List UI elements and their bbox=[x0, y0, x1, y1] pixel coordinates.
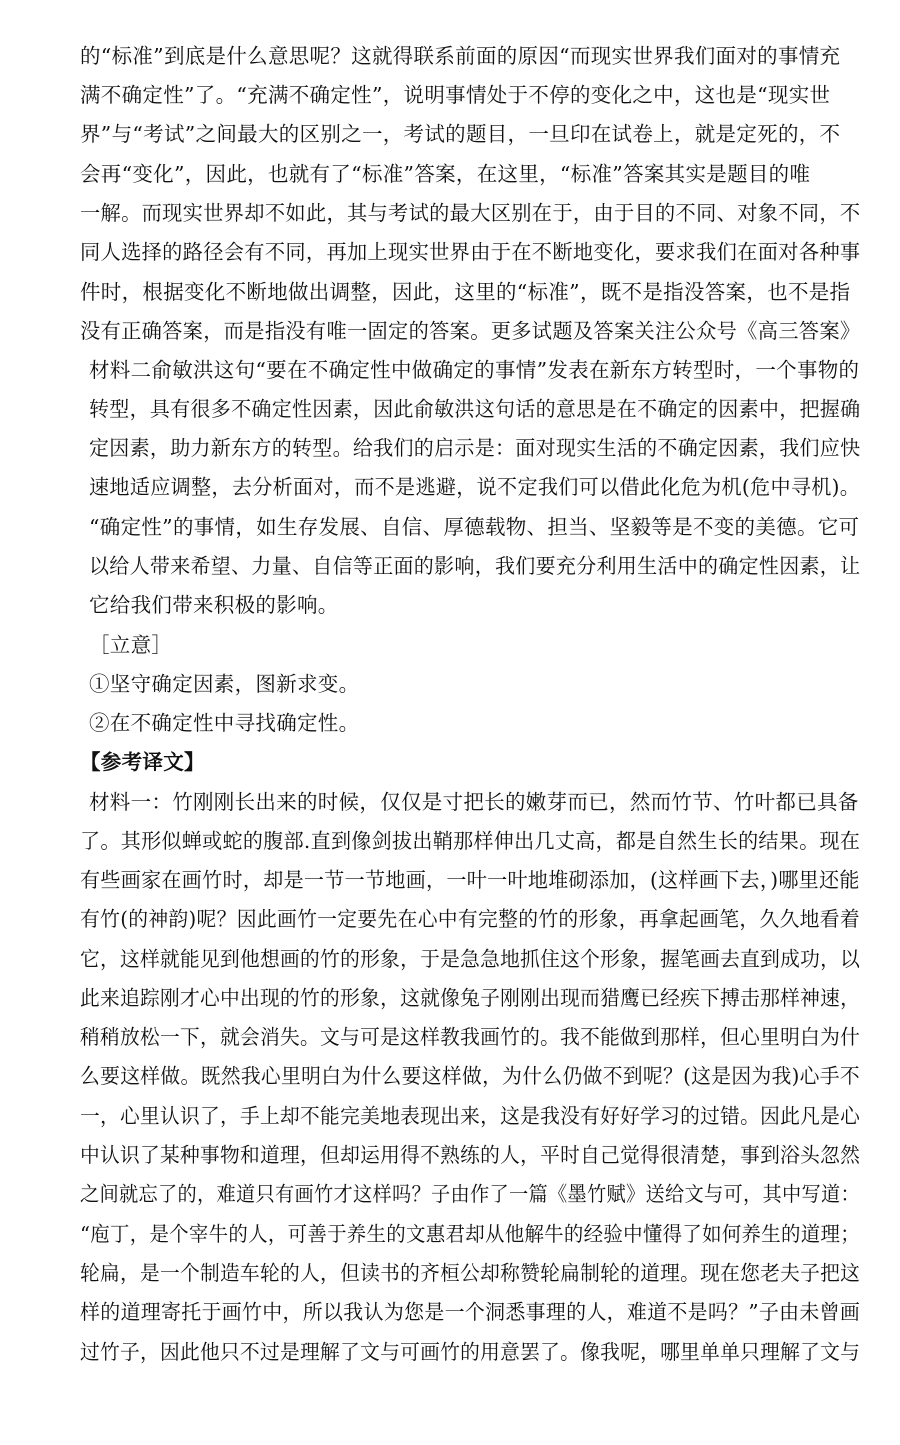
text-line: 中认识了某种事物和道理，但却运用得不熟练的人，平时自己觉得很清楚，事到浴头忽然 bbox=[80, 1143, 861, 1167]
text-line: 定因素，助力新东方的转型。给我们的启示是：面对现实生活的不确定因素，我们应快 bbox=[89, 436, 861, 460]
text-line: 会再“变化”，因此，也就有了“标准”答案，在这里，“标准”答案其实是题目的唯 bbox=[80, 162, 811, 186]
text-line: 它给我们带来积极的影响。 bbox=[89, 593, 339, 617]
list-item: ①坚守确定因素，图新求变。 bbox=[89, 672, 360, 696]
text-line: 轮扁，是一个制造车轮的人，但读书的齐桓公却称赞轮扁制轮的道理。现在您老夫子把这 bbox=[80, 1261, 861, 1285]
list-item: ②在不确定性中寻找确定性。 bbox=[89, 711, 360, 735]
text-line: 有竹(的神韵)呢？因此画竹一定要先在心中有完整的竹的形象，再拿起画笔，久久地看着 bbox=[80, 907, 860, 931]
text-line: 了。其形似蝉或蛇的腹部.直到像剑拔出鞘那样伸出几丈高，都是自然生长的结果。现在 bbox=[80, 829, 861, 853]
text-line: 之间就忘了的，难道只有画竹才这样吗？子由作了一篇《墨竹赋》送给文与可，其中写道： bbox=[80, 1182, 860, 1206]
text-line: 一解。而现实世界却不如此，其与考试的最大区别在于，由于目的不同、对象不同，不 bbox=[80, 201, 861, 225]
text-line: 的“标准”到底是什么意思呢？这就得联系前面的原因“而现实世界我们面对的事情充 bbox=[80, 44, 841, 68]
section-heading: 【参考译文】 bbox=[80, 750, 205, 774]
text-line: “确定性”的事情，如生存发展、自信、厚德载物、担当、坚毅等是不变的美德。它可 bbox=[89, 515, 860, 539]
text-line: 稍稍放松一下，就会消失。文与可是这样教我画竹的。我不能做到那样，但心里明白为什 bbox=[80, 1025, 861, 1049]
text-line: 一，心里认识了，手上却不能完美地表现出来，这是我没有好好学习的过错。因此凡是心 bbox=[80, 1104, 861, 1128]
text-line: 界”与“考试”之间最大的区别之一，考试的题目，一旦印在试卷上，就是定死的，不 bbox=[80, 122, 841, 146]
text-line: 过竹子，因此他只不过是理解了文与可画竹的用意罢了。像我呢，哪里单单只理解了文与 bbox=[80, 1340, 861, 1364]
text-line: 材料一：竹刚刚长出来的时候，仅仅是寸把长的嫩芽而已，然而竹节、竹叶都已具备 bbox=[89, 790, 859, 814]
text-line: 它，这样就能见到他想画的竹的形象，于是急急地抓住这个形象，握笔画去直到成功，以 bbox=[80, 947, 861, 971]
text-line: 么要这样做。既然我心里明白为什么要这样做，为什么仍做不到呢？(这是因为我)心手不 bbox=[80, 1064, 860, 1088]
text-line: 有些画家在画竹时，却是一节一节地画，一叶一叶地堆砌添加，(这样画下去，)哪里还能 bbox=[80, 868, 860, 892]
text-line: “庖丁，是个宰牛的人，可善于养生的文惠君却从他解牛的经验中懂得了如何养生的道理； bbox=[80, 1222, 860, 1246]
text-line: 转型，具有很多不确定性因素，因此俞敏洪这句话的意思是在不确定的因素中，把握确 bbox=[89, 397, 861, 421]
text-line: 件时，根据变化不断地做出调整，因此，这里的“标准”，既不是指没答案，也不是指 bbox=[80, 280, 851, 304]
text-line: 速地适应调整，去分析面对，而不是逃避，说不定我们可以借此化危为机(危中寻机)。 bbox=[89, 475, 861, 499]
text-line: 此来追踪刚才心中出现的竹的形象，这就像兔子刚刚出现而猎鹰已经疾下搏击那样神速， bbox=[80, 986, 861, 1010]
text-line: 同人选择的路径会有不同，再加上现实世界由于在不断地变化，要求我们在面对各种事 bbox=[80, 240, 861, 264]
text-line: 以给人带来希望、力量、自信等正面的影响，我们要充分利用生活中的确定性因素，让 bbox=[89, 554, 861, 578]
text-line: 材料二俞敏洪这句“要在不确定性中做确定的事情”发表在新东方转型时，一个事物的 bbox=[89, 358, 860, 382]
text-line: 没有正确答案，而是指没有唯一固定的答案。更多试题及答案关注公众号《高三答案》 bbox=[80, 319, 861, 343]
text-line: 样的道理寄托于画竹中，所以我认为您是一个洞悉事理的人，难道不是吗？”子由未曾画 bbox=[80, 1300, 861, 1324]
text-line: 满不确定性”了。“充满不确定性”，说明事情处于不停的变化之中，这也是“现实世 bbox=[80, 83, 831, 107]
section-label: ［立意］ bbox=[89, 633, 173, 657]
